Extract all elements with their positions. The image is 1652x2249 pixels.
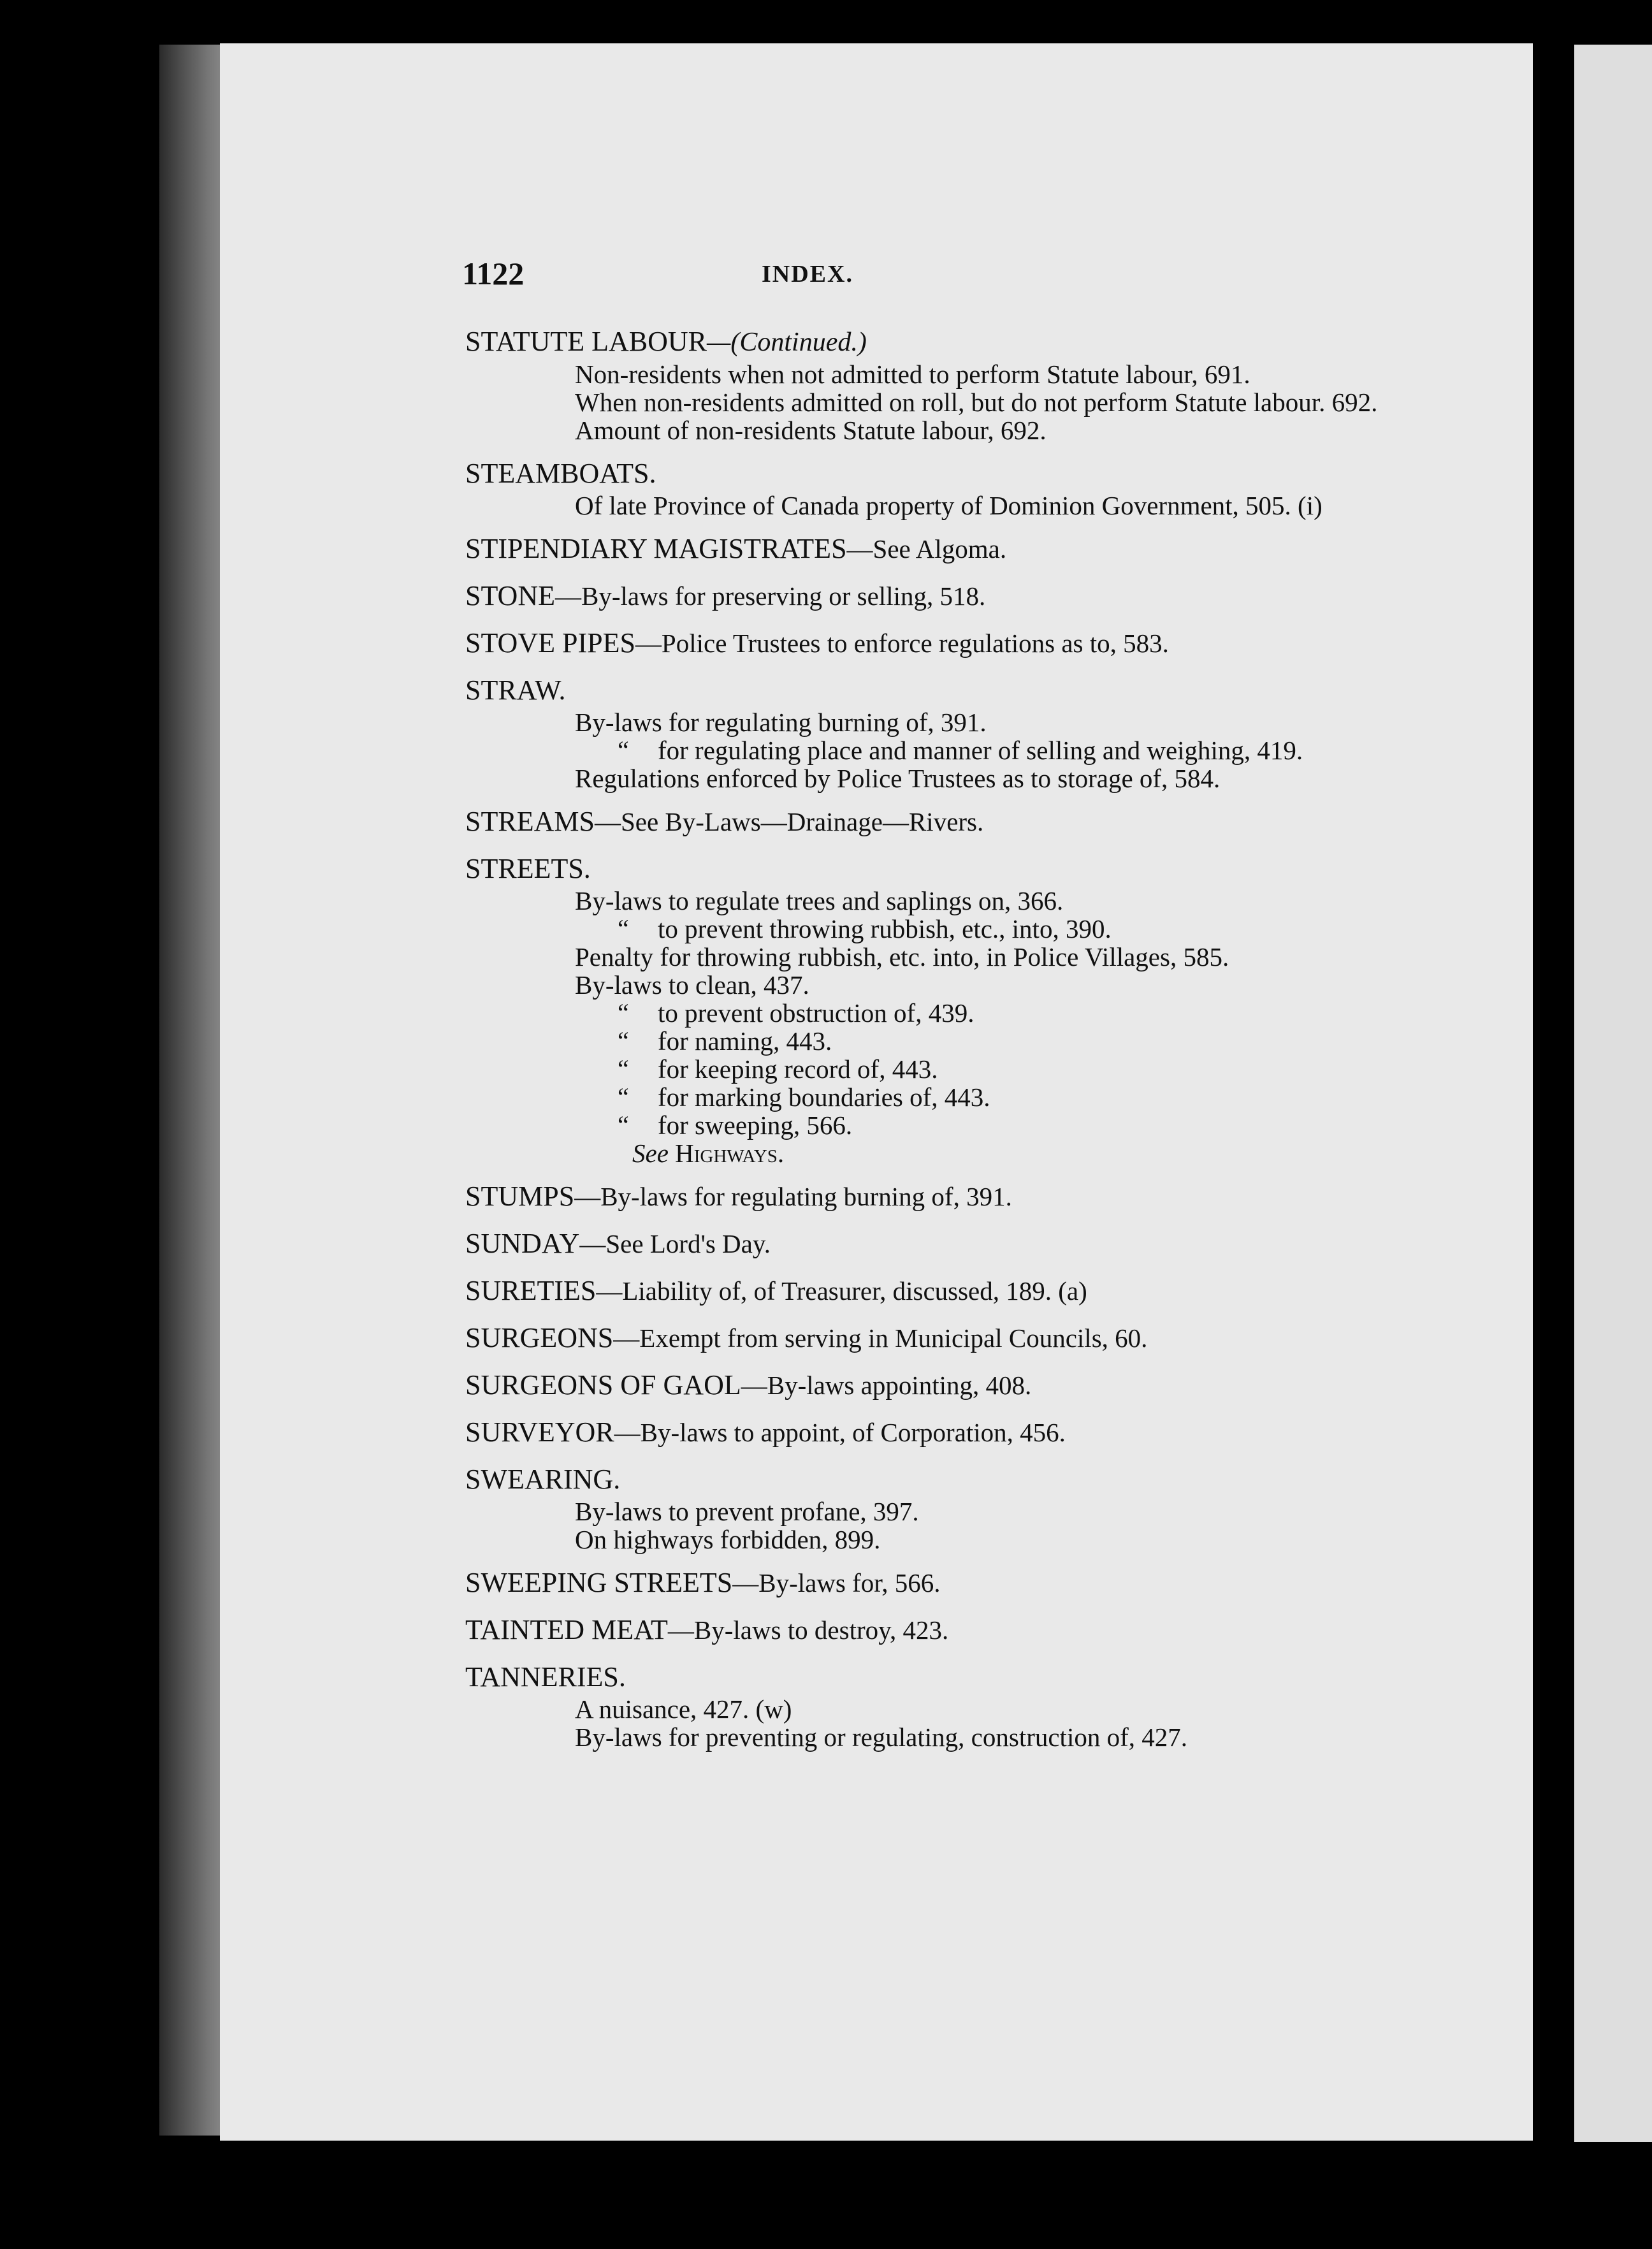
sub-entry: [575, 708, 1424, 736]
entry-heading: [465, 531, 1402, 567]
heading-term: SURGEONS: [465, 1322, 614, 1353]
sub-entry-text: A nuisance, 427. (w): [575, 1694, 792, 1724]
entry-heading: [465, 625, 1402, 661]
heading-reference: —By-laws appointing, 408.: [741, 1371, 1032, 1400]
heading-term: SURGEONS OF GAOL: [465, 1369, 741, 1401]
heading-term: TANNERIES.: [465, 1661, 626, 1692]
entry-heading: [465, 804, 1402, 840]
sub-entry-text: When non-residents admitted on roll, but do not perform Statute labour. 692.: [575, 388, 1378, 417]
heading-reference: —Exempt from serving in Municipal Councils, 60.: [613, 1323, 1148, 1353]
heading-term: SUNDAY: [465, 1228, 580, 1259]
book-spine: [159, 45, 229, 2136]
page-header: [0, 255, 1652, 300]
ditto-mark: “: [618, 1026, 629, 1055]
sub-entry: [575, 971, 1424, 999]
sub-entry-text: to prevent throwing rubbish, etc., into, 390.: [658, 914, 1112, 943]
heading-term: STONE: [465, 580, 555, 611]
index-entry: [465, 673, 1402, 792]
index-entry: [465, 625, 1402, 661]
heading-reference: —By-laws for, 566.: [732, 1568, 941, 1598]
heading-term: SURETIES: [465, 1275, 597, 1306]
entry-heading: [465, 1612, 1402, 1648]
sub-entry: [575, 1055, 1480, 1083]
sub-entry-text: By-laws for regulating burning of, 391.: [575, 708, 987, 737]
sub-entry: [575, 1525, 1424, 1554]
sub-entry-text: for marking boundaries of, 443.: [658, 1082, 990, 1112]
sub-entry: [575, 1027, 1480, 1055]
index-entries: [465, 324, 1402, 1763]
sub-entry-text: By-laws to clean, 437.: [575, 970, 809, 1000]
heading-reference: —By-laws for regulating burning of, 391.: [574, 1182, 1012, 1211]
sub-entry-text: for regulating place and manner of selling and weighing, 419.: [658, 736, 1303, 765]
sub-entry-text: By-laws for preventing or regulating, construction of, 427.: [575, 1722, 1187, 1752]
index-entry: [465, 1565, 1402, 1601]
index-entry: [465, 1462, 1402, 1554]
index-entry: [465, 1367, 1402, 1403]
sub-entry-text: for keeping record of, 443.: [658, 1054, 938, 1084]
sub-entry-text: for sweeping, 566.: [658, 1110, 853, 1140]
heading-reference: —Liability of, of Treasurer, discussed, 189. (a): [596, 1276, 1087, 1306]
heading-term: STREAMS: [465, 806, 595, 837]
sub-entry-text: Of late Province of Canada property of Dominion Government, 505. (i): [575, 491, 1322, 520]
running-title: INDEX.: [762, 261, 853, 287]
index-entry: [465, 1320, 1402, 1356]
sub-entry: [575, 999, 1480, 1027]
heading-term: STUMPS: [465, 1181, 575, 1212]
continued-note: —(Continued.): [707, 328, 867, 357]
index-entry: [465, 1415, 1402, 1450]
entry-heading: [465, 578, 1402, 614]
entry-heading: [465, 1273, 1402, 1309]
index-entry: [465, 1273, 1402, 1309]
ditto-mark: “: [618, 1054, 629, 1083]
heading-term: STATUTE LABOUR: [465, 326, 707, 357]
sub-entry-see-also: [575, 1139, 1454, 1167]
index-entry: [465, 851, 1402, 1167]
sub-entry-text: Regulations enforced by Police Trustees as to storage of, 584.: [575, 764, 1221, 793]
sub-entry: [575, 416, 1424, 444]
entry-heading: [465, 673, 1402, 708]
sub-entry: [575, 915, 1480, 943]
index-entry: [465, 1179, 1402, 1214]
index-entry: [465, 324, 1402, 444]
ditto-mark: “: [618, 998, 629, 1027]
entry-heading: [465, 1659, 1402, 1695]
index-entry: [465, 456, 1402, 520]
sub-entry: [575, 943, 1424, 971]
heading-term: SWEARING.: [465, 1464, 621, 1495]
entry-heading: [465, 1320, 1402, 1356]
heading-reference: —See Algoma.: [846, 534, 1007, 564]
entry-heading: [465, 1565, 1402, 1601]
sub-entry: [575, 1497, 1424, 1525]
entry-heading: [465, 456, 1402, 491]
index-entry: [465, 1612, 1402, 1648]
heading-term: SURVEYOR: [465, 1416, 614, 1448]
index-entry: [465, 1226, 1402, 1262]
entry-heading: [465, 1415, 1402, 1450]
heading-term: SWEEPING STREETS: [465, 1567, 733, 1598]
sub-entry: [575, 1723, 1424, 1751]
sub-entry-text: Non-residents when not admitted to perform Statute labour, 691.: [575, 360, 1250, 389]
page-number: 1122: [462, 256, 525, 291]
heading-reference: —See Lord's Day.: [579, 1229, 771, 1258]
see-label: See: [632, 1139, 669, 1168]
sub-entry-text: By-laws to regulate trees and saplings on, 366.: [575, 886, 1064, 915]
ditto-mark: “: [618, 736, 629, 764]
entry-heading: [465, 1367, 1402, 1403]
sub-entry-text: Penalty for throwing rubbish, etc. into, in Police Villages, 585.: [575, 942, 1229, 972]
heading-term: STEAMBOATS.: [465, 458, 656, 489]
sub-entry: [575, 736, 1480, 764]
index-entry: [465, 578, 1402, 614]
sub-entry-text: By-laws to prevent profane, 397.: [575, 1497, 919, 1526]
sub-entry-text: Amount of non-residents Statute labour, 692.: [575, 416, 1047, 445]
sub-entry: [575, 764, 1424, 792]
sub-entry: [575, 360, 1424, 388]
entry-heading: [465, 1226, 1402, 1262]
sub-entry-text: On highways forbidden, 899.: [575, 1525, 881, 1554]
entry-heading: [465, 324, 1402, 360]
index-entry: [465, 804, 1402, 840]
entry-heading: [465, 1462, 1402, 1497]
heading-reference: —See By-Laws—Drainage—Rivers.: [594, 807, 984, 836]
heading-term: TAINTED MEAT: [465, 1614, 668, 1645]
index-entry: [465, 1659, 1402, 1751]
heading-reference: —Police Trustees to enforce regulations as to, 583.: [635, 629, 1169, 658]
sub-entry: [575, 1111, 1480, 1139]
heading-term: STRAW.: [465, 674, 566, 706]
heading-term: STREETS.: [465, 853, 591, 884]
sub-entry: [575, 1083, 1480, 1111]
ditto-mark: “: [618, 1082, 629, 1111]
ditto-mark: “: [618, 1110, 629, 1139]
heading-reference: —By-laws for preserving or selling, 518.: [554, 581, 986, 611]
entry-heading: [465, 851, 1402, 887]
entry-heading: [465, 1179, 1402, 1214]
index-entry: [465, 531, 1402, 567]
sub-entry: [575, 887, 1424, 915]
heading-term: STIPENDIARY MAGISTRATES: [465, 533, 847, 564]
heading-reference: —By-laws to appoint, of Corporation, 456.: [614, 1418, 1066, 1447]
sub-entry-text: to prevent obstruction of, 439.: [658, 998, 975, 1028]
heading-term: STOVE PIPES: [465, 627, 635, 659]
sub-entry: [575, 491, 1424, 520]
ditto-mark: “: [618, 914, 629, 943]
see-target: Highways.: [675, 1139, 785, 1168]
sub-entry: [575, 388, 1424, 416]
sub-entry-text: for naming, 443.: [658, 1026, 832, 1056]
facing-page-edge: [1574, 45, 1652, 2142]
heading-reference: —By-laws to destroy, 423.: [667, 1615, 949, 1645]
sub-entry: [575, 1695, 1424, 1723]
